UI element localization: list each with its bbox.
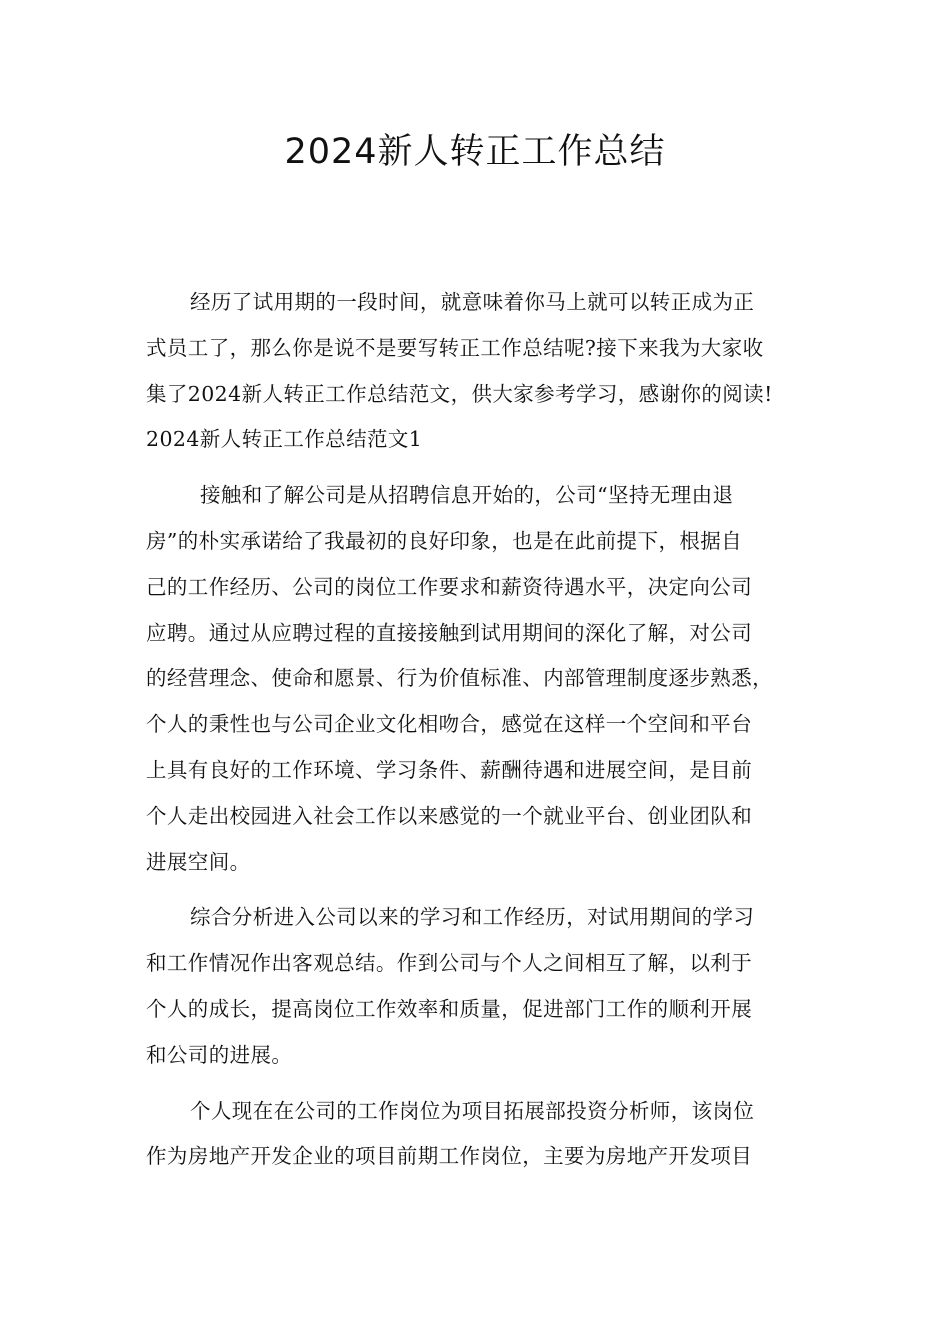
text-line: 经历了试用期的一段时间，就意味着你马上就可以转正成为正 [190, 290, 755, 314]
paragraph-gap [146, 1079, 826, 1089]
text-line: 和公司的进展。 [146, 1042, 293, 1067]
text-line: 2024新人转正工作总结范文1 [146, 427, 423, 452]
text-line: 进展空间。 [146, 849, 251, 874]
sample-heading [146, 417, 826, 463]
text-line: 作为房地产开发企业的项目前期工作岗位，主要为房地产开发项目 [146, 1144, 753, 1169]
body-paragraph-3 [146, 1089, 826, 1181]
text-line: 应聘。通过从应聘过程的直接接触到试用期间的深化了解，对公司 [146, 620, 753, 645]
text-line: 综合分析进入公司以来的学习和工作经历，对试用期间的学习 [190, 905, 755, 930]
text-line: 的经营理念、使命和愿景、行为价值标准、内部管理制度逐步熟悉， [146, 666, 773, 691]
text-line: 己的工作经历、公司的岗位工作要求和薪资待遇水平，决定向公司 [146, 574, 753, 599]
document-title: 2024新人转正工作总结 [284, 132, 666, 172]
text-line: 和工作情况作出客观总结。作到公司与个人之间相互了解，以利于 [146, 951, 753, 976]
paragraph-gap [146, 463, 826, 473]
text-line: 个人现在在公司的工作岗位为项目拓展部投资分析师，该岗位 [190, 1098, 755, 1123]
text-line: 式员工了，那么你是说不是要写转正工作总结呢?接下来我为大家收 [146, 335, 764, 360]
text-line: 个人的成长，提高岗位工作效率和质量，促进部门工作的顺利开展 [146, 996, 753, 1021]
text-line: 集了2024新人转正工作总结范文，供大家参考学习，感谢你的阅读! [146, 381, 773, 406]
text-line: 上具有良好的工作环境、学习条件、薪酬待遇和进展空间，是目前 [146, 757, 753, 782]
text-line: 个人的秉性也与公司企业文化相吻合，感觉在这样一个空间和平台 [146, 712, 753, 737]
intro-paragraph [146, 280, 826, 417]
body-paragraph-2 [146, 895, 826, 1078]
text-line: 个人走出校园进入社会工作以来感觉的一个就业平台、创业团队和 [146, 803, 753, 828]
body-paragraph-1 [146, 473, 826, 885]
paragraph-gap [146, 885, 826, 895]
document-body [146, 280, 826, 1180]
text-line: 房”的朴实承诺给了我最初的良好印象，也是在此前提下，根据自 [146, 528, 743, 553]
text-line: 接触和了解公司是从招聘信息开始的，公司“坚持无理由退 [200, 483, 734, 508]
